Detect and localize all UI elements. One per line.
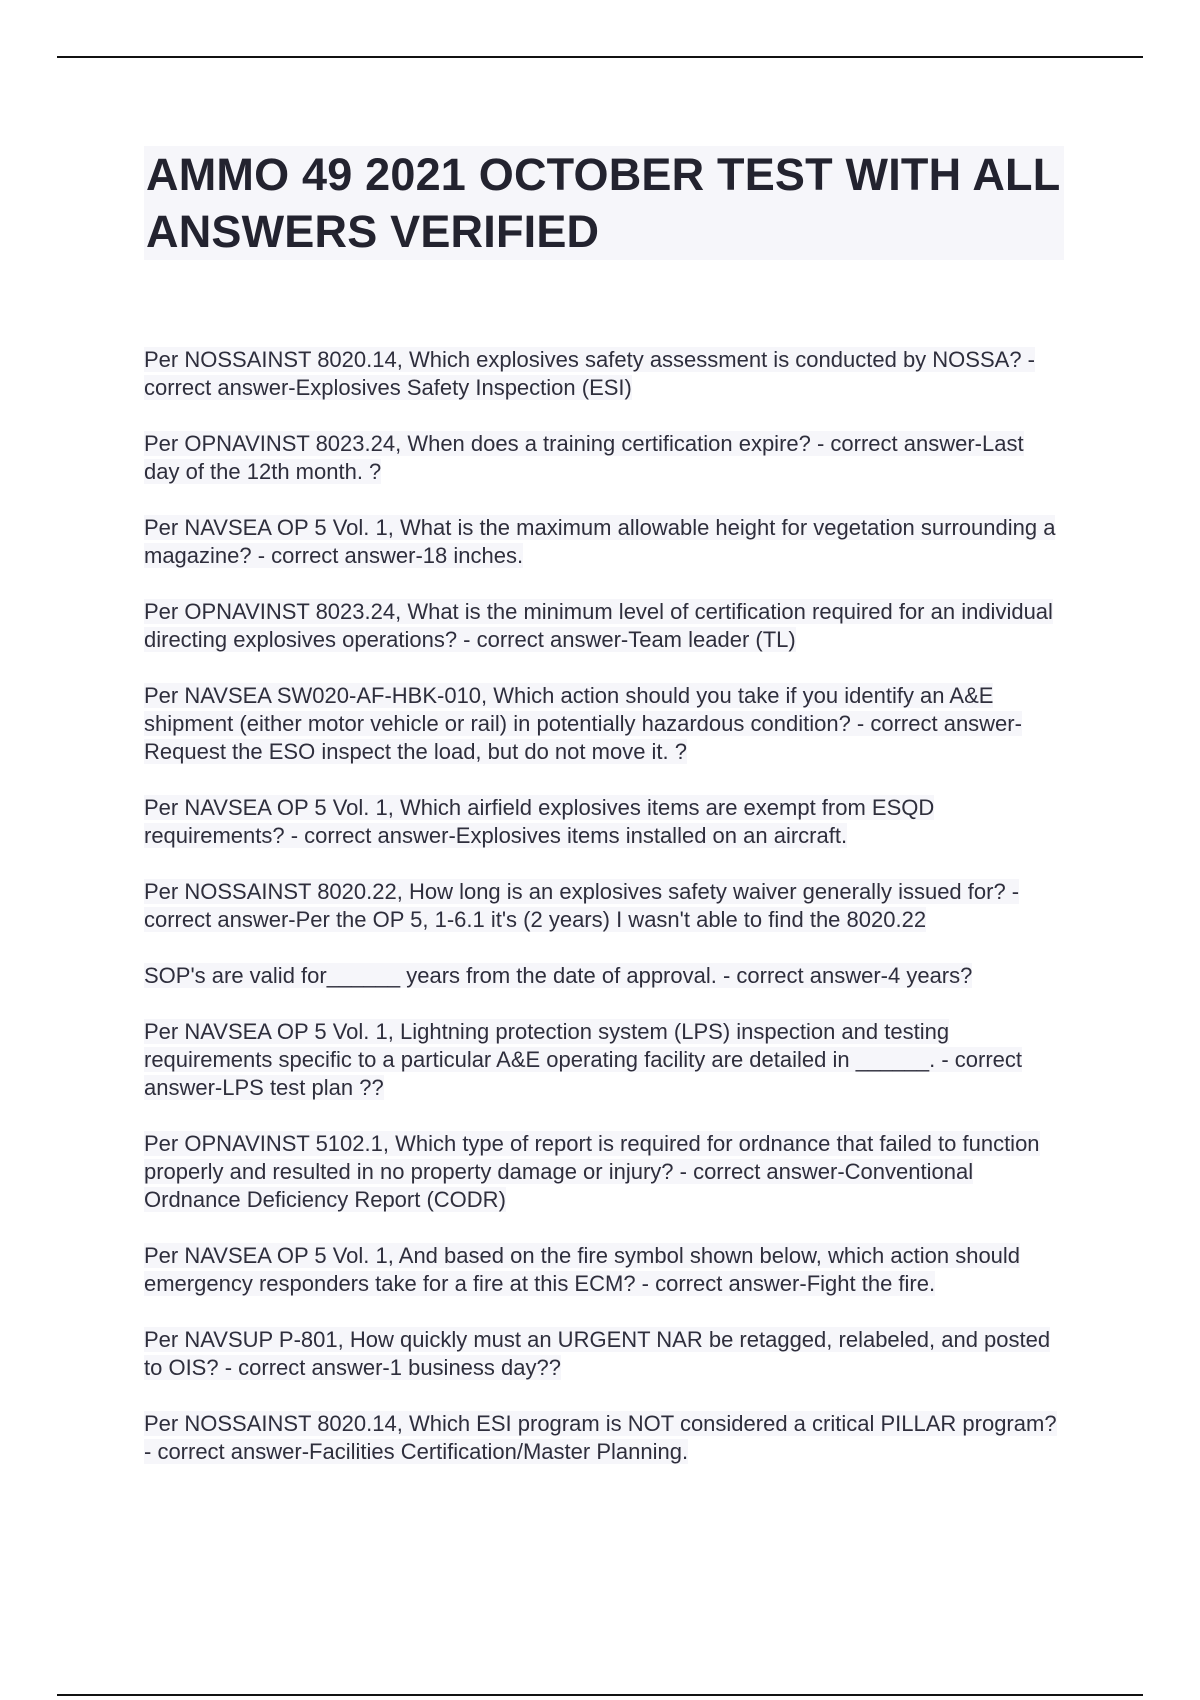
- qa-text: Per NOSSAINST 8020.22, How long is an explosives safety waiver generally issued for? - correct answer-Per the OP 5, 1-6.1 it's (2 years) I wasn't able to find the 8020.22: [144, 879, 1020, 932]
- qa-text: Per OPNAVINST 5102.1, Which type of report is required for ordnance that failed to function properly and resulted in no property damage or injury? - correct answer-Conventional Ordnance Deficiency Report (CODR): [144, 1131, 1040, 1212]
- qa-text: Per NAVSUP P-801, How quickly must an URGENT NAR be retagged, relabeled, and posted to OIS? - correct answer-1 business day??: [144, 1327, 1051, 1380]
- qa-item: [144, 962, 1064, 990]
- qa-item: [144, 794, 1064, 850]
- qa-item: [144, 878, 1064, 934]
- bottom-rule: [57, 1694, 1143, 1696]
- qa-list: [144, 346, 1064, 1466]
- qa-text: Per NAVSEA OP 5 Vol. 1, Lightning protection system (LPS) inspection and testing requirements specific to a particular A&E operating facility are detailed in ______. - correct answer-LPS test plan ??: [144, 1019, 1023, 1100]
- qa-item: [144, 1130, 1064, 1214]
- qa-text: Per NOSSAINST 8020.14, Which explosives safety assessment is conducted by NOSSA? - correct answer-Explosives Safety Inspection (ESI): [144, 347, 1035, 400]
- qa-item: [144, 430, 1064, 486]
- qa-item: [144, 598, 1064, 654]
- qa-text: Per OPNAVINST 8023.24, When does a training certification expire? - correct answer-Last day of the 12th month. ?: [144, 431, 1024, 484]
- qa-item: [144, 346, 1064, 402]
- qa-text: SOP's are valid for______ years from the date of approval. - correct answer-4 years?: [144, 963, 973, 988]
- document-title: AMMO 49 2021 OCTOBER TEST WITH ALL ANSWERS VERIFIED: [144, 146, 1064, 260]
- top-rule: [57, 56, 1143, 58]
- qa-item: [144, 1326, 1064, 1382]
- qa-text: Per NAVSEA OP 5 Vol. 1, And based on the fire symbol shown below, which action should emergency responders take for a fire at this ECM? - correct answer-Fight the fire.: [144, 1243, 1021, 1296]
- qa-text: Per NAVSEA OP 5 Vol. 1, What is the maximum allowable height for vegetation surrounding a magazine? - correct answer-18 inches.: [144, 515, 1056, 568]
- qa-item: [144, 514, 1064, 570]
- qa-text: Per NAVSEA SW020-AF-HBK-010, Which action should you take if you identify an A&E shipment (either motor vehicle or rail) in potentially hazardous condition? - correct answer-Request the ESO inspect the load, but do not move it. ?: [144, 683, 1022, 764]
- qa-item: [144, 1018, 1064, 1102]
- qa-item: [144, 1242, 1064, 1298]
- qa-text: Per NAVSEA OP 5 Vol. 1, Which airfield explosives items are exempt from ESQD requirements? - correct answer-Explosives items installed on an aircraft.: [144, 795, 935, 848]
- qa-text: Per NOSSAINST 8020.14, Which ESI program is NOT considered a critical PILLAR program? - correct answer-Facilities Certification/Master Planning.: [144, 1411, 1057, 1464]
- qa-text: Per OPNAVINST 8023.24, What is the minimum level of certification required for an individual directing explosives operations? - correct answer-Team leader (TL): [144, 599, 1053, 652]
- qa-item: [144, 1410, 1064, 1466]
- qa-item: [144, 682, 1064, 766]
- document-body: [144, 146, 1064, 1494]
